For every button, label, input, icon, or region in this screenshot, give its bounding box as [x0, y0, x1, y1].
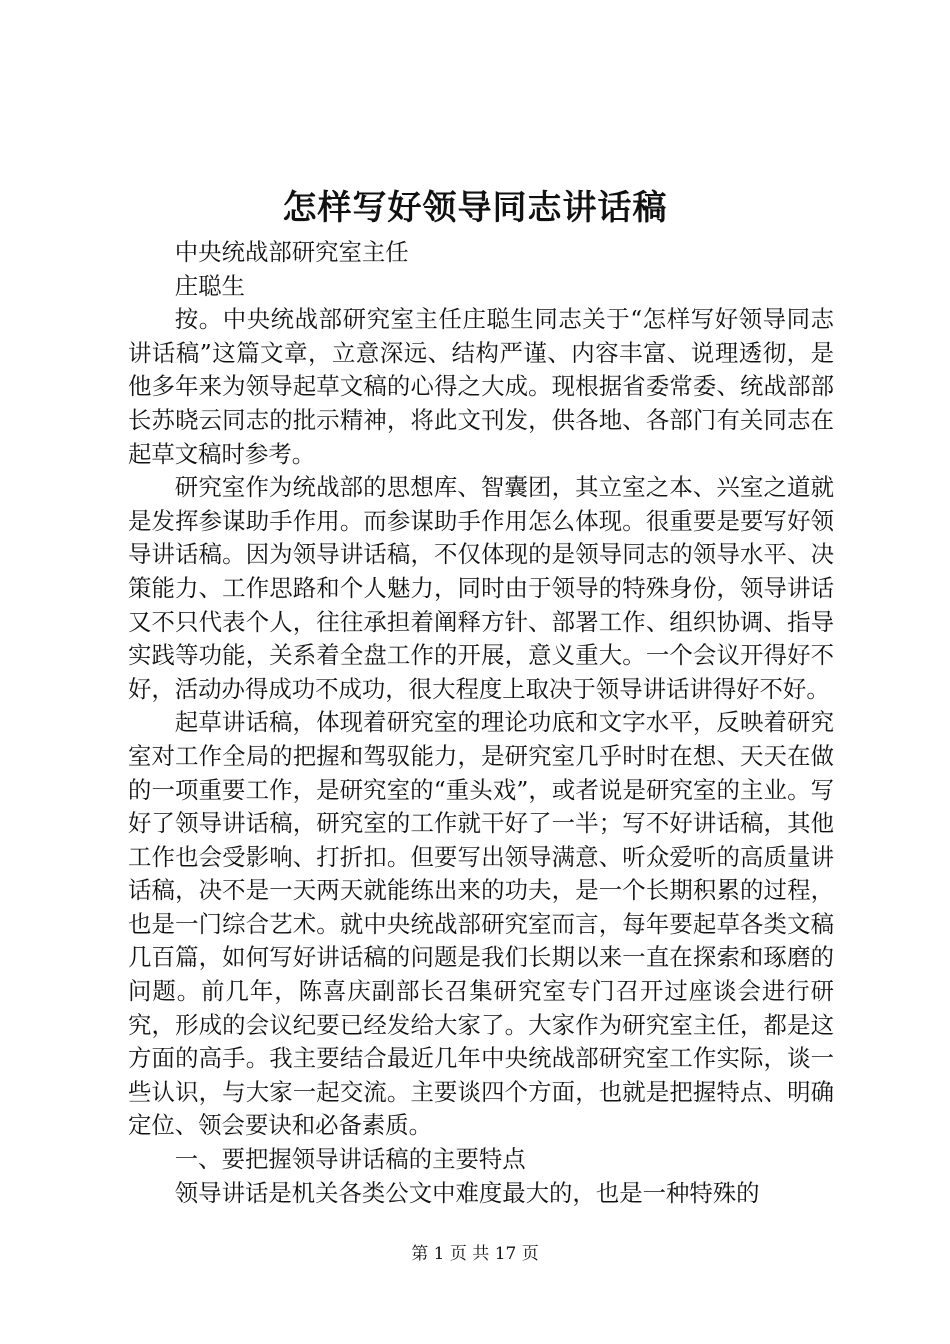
page-number-footer: 第 1 页 共 17 页	[411, 1244, 539, 1264]
author-affiliation: 中央统战部研究室主任	[174, 238, 409, 266]
paragraph-research-office-role: 研究室作为统战部的思想库、智囊团，其立室之本、兴室之道就是发挥参谋助手作用。而参谋助手作用怎么体现。很重要是要写好领导讲话稿。因为领导讲话稿，不仅体现的是领导同志的领导水平、决策能力、工作思路和个人魅力，同时由于领导的特殊身份，领导讲话又不只代表个人，往往承担着阐释方针、部署工作、组织协调、指导实践等功能，关系着全盘工作的开展，意义重大。一个会议开得好不好，活动办得成功不成功，很大程度上取决于领导讲话讲得好不好。	[128, 473, 834, 703]
document-title: 怎样写好领导同志讲话稿	[282, 188, 668, 228]
author-name: 庄聪生	[174, 271, 245, 300]
paragraph-editor-note: 按。中央统战部研究室主任庄聪生同志关于“怎样写好领导同志讲话稿”这篇文章，立意深远、结构严谨、内容丰富、说理透彻，是他多年来为领导起草文稿的心得之大成。现根据省委常委、统战部部长苏晓云同志的批示精神，将此文刊发，供各地、各部门有关同志在起草文稿时参考。	[128, 305, 834, 468]
document-body	[128, 236, 834, 1210]
section-heading-1: 一、要把握领导讲话稿的主要特点	[174, 1145, 526, 1174]
paragraph-drafting-speeches: 起草讲话稿，体现着研究室的理论功底和文字水平，反映着研究室对工作全局的把握和驾驭能力，是研究室几乎时时在想、天天在做的一项重要工作，是研究室的“重头戏”，或者说是研究室的主业。写好了领导讲话稿，研究室的工作就干好了一半；写不好讲话稿，其他工作也会受影响、打折扣。但要写出领导满意、听众爱听的高质量讲话稿，决不是一天两天就能练出来的功夫，是一个长期积累的过程，也是一门综合艺术。就中央统战部研究室而言，每年要起草各类文稿几百篇，如何写好讲话稿的问题是我们长期以来一直在探索和琢磨的问题。前几年，陈喜庆副部长召集研究室专门召开过座谈会进行研究，形成的会议纪要已经发给大家了。大家作为研究室主任，都是这方面的高手。我主要结合最近几年中央统战部研究室工作实际，谈一些认识，与大家一起交流。主要谈四个方面，也就是把握特点、明确定位、领会要诀和必备素质。	[128, 708, 834, 1140]
paragraph-section-1-start: 领导讲话是机关各类公文中难度最大的，也是一种特殊的	[174, 1178, 760, 1207]
